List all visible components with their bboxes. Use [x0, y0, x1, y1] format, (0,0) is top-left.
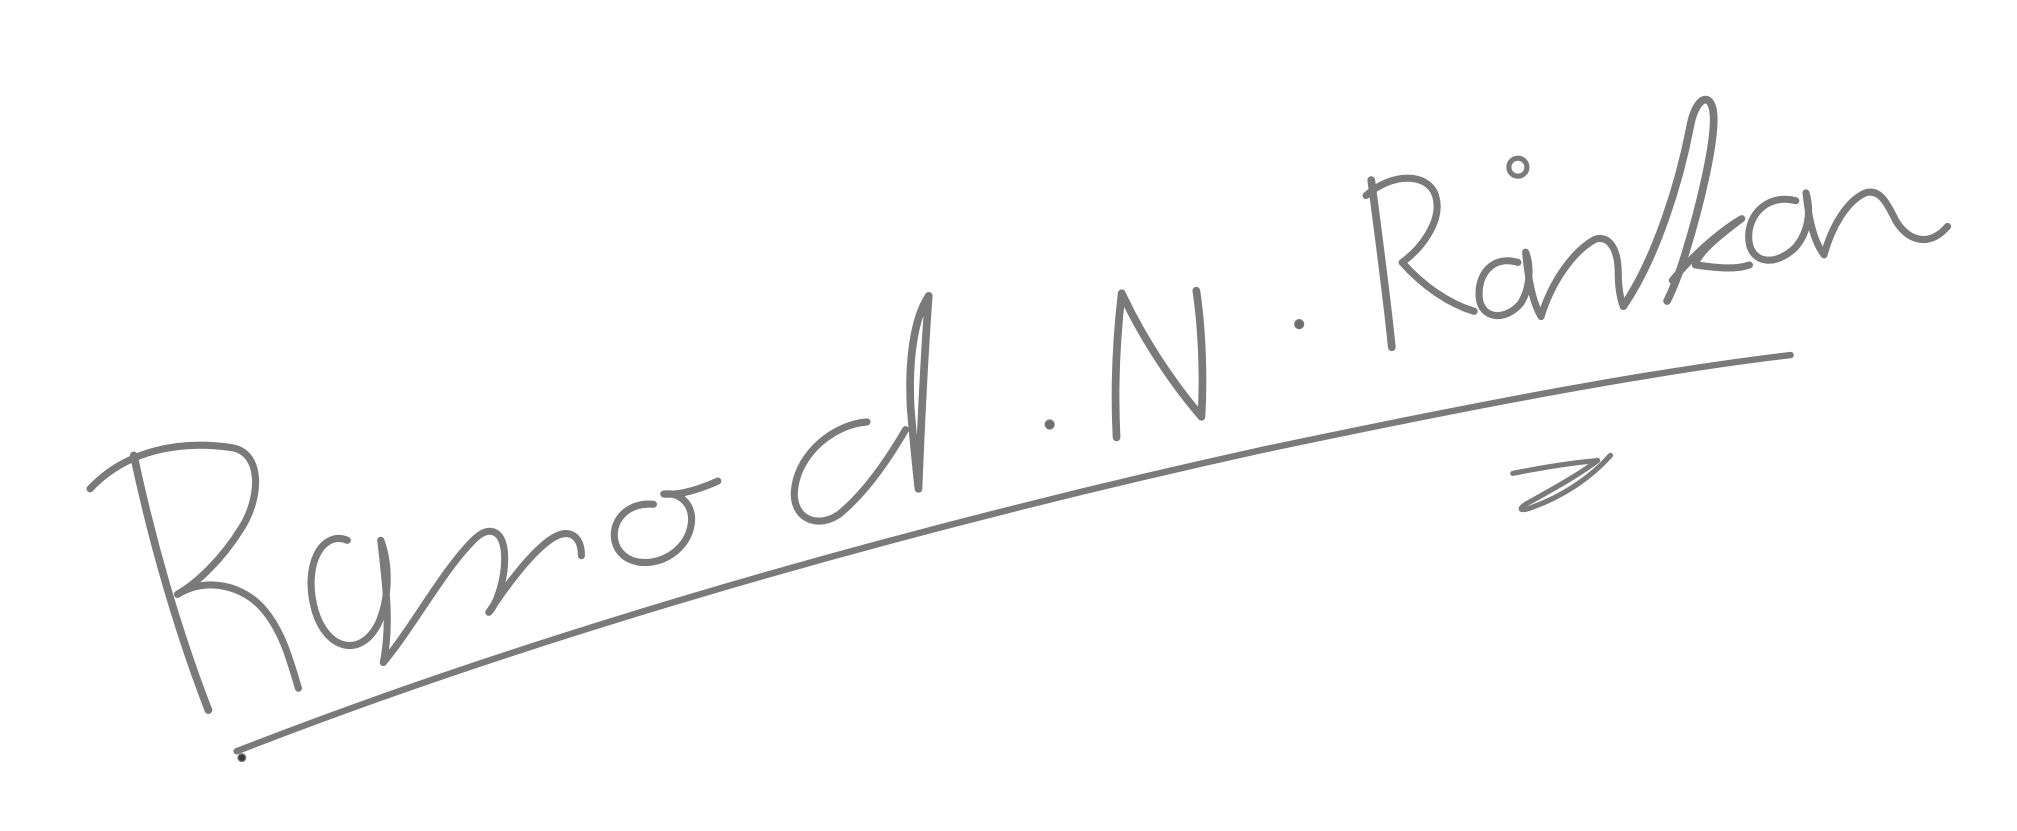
stroke-letter-r-stem	[1371, 180, 1392, 347]
stroke-letter-a2	[1479, 252, 1541, 316]
stroke-letter-k-loop	[1623, 100, 1713, 307]
stroke-dot-2	[1295, 320, 1304, 329]
underline-start-dot	[238, 754, 246, 762]
signature-strokes	[90, 100, 1947, 762]
stroke-letter-a3	[1749, 193, 1824, 260]
stroke-letter-d-stem	[910, 296, 929, 489]
stroke-letter-r2	[1824, 192, 1947, 255]
stroke-letter-o	[614, 481, 718, 562]
stroke-letter-n	[1116, 291, 1203, 438]
stroke-ring-mark	[1509, 158, 1527, 176]
stroke-letter-d-bowl	[794, 422, 905, 521]
signature-underline	[237, 355, 1791, 751]
stroke-dot-1	[1045, 420, 1054, 429]
stroke-letter-a	[311, 539, 387, 663]
stroke-letter-p-bowl	[90, 445, 256, 594]
signature-flourish	[1513, 455, 1611, 509]
stroke-letter-n2	[1541, 238, 1623, 316]
